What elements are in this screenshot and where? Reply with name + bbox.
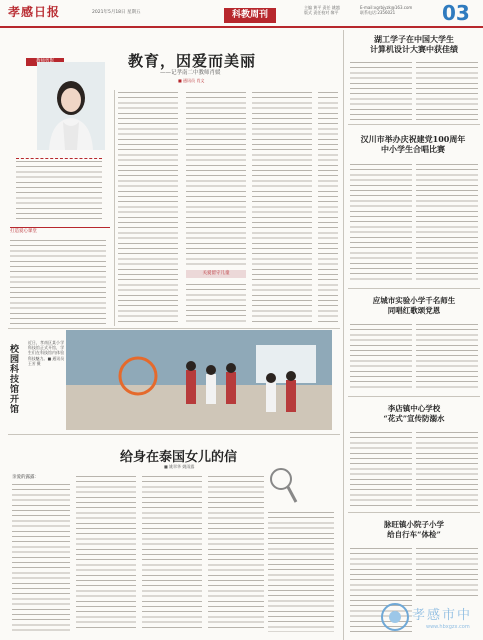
contact-info: E-mail:xgrbjyzk@163.com 联系电话:2356021: [360, 5, 413, 15]
intro-quote: [16, 158, 102, 221]
sidebar-title-1: 湖工学子在中国大学生 计算机设计大赛中获佳绩: [370, 34, 458, 54]
sidebar-body-4b: [416, 430, 478, 506]
feature-byline: ■ 通讯员 肖文: [178, 78, 205, 83]
letter-col-4: [208, 474, 264, 632]
sidebar-body-1b: [416, 60, 478, 120]
feature-subhead: 关爱留守儿童: [186, 270, 246, 278]
portrait-image: [37, 62, 105, 150]
article-col-3: [186, 90, 246, 266]
issue-date: 2021年5月18日 星期五: [92, 10, 141, 15]
sidebar-body-5b: [416, 546, 478, 596]
letter-col-1: [12, 482, 70, 632]
article-col-5: [252, 90, 312, 324]
sidebar-body-2b: [416, 162, 478, 282]
sidebar-body-4: [350, 430, 412, 506]
sidebar-body-2: [350, 162, 412, 282]
site-watermark: [380, 600, 480, 640]
article-col-2: [118, 90, 178, 324]
letter-title: 给身在泰国女儿的信: [120, 450, 238, 465]
page-number: 03: [442, 1, 470, 25]
teacher-portrait: [37, 62, 105, 150]
watermark-url: www.hbxgzx.com: [426, 624, 470, 630]
science-museum-photo: [66, 330, 332, 430]
letter-col-3: [142, 474, 202, 632]
sidebar-body-3: [350, 322, 412, 390]
sidebar-body-1: [350, 60, 412, 120]
letter-byline: ■ 姚翠华 姚雨露: [164, 464, 195, 469]
newspaper-logo: 孝感日报: [8, 5, 61, 19]
feature-subtitle: ——记孝南二中教师肖媛: [160, 70, 221, 76]
masthead: [0, 0, 483, 28]
letter-col-2: [76, 474, 136, 632]
article-col-6: [318, 90, 338, 324]
article-col-4: [186, 282, 246, 324]
sidebar-title-3: 应城市实验小学千名师生 同唱红歌颂党恩: [372, 296, 456, 315]
sidebar-title-4: 李店镇中心学校 “花式”宣传防溺水: [383, 404, 445, 423]
sidebar-title-2: 汉川市举办庆祝建党100周年 中小学生合唱比赛: [360, 134, 466, 154]
caption-title: 打造爱心课堂: [10, 227, 110, 236]
article-col-1: [10, 238, 106, 324]
sidebar-title-5: 脉旺镇小院子小学 给自行车“体检”: [384, 520, 444, 539]
letter-salutation: 亲爱的露露：: [12, 475, 39, 480]
magnifier-illustration: [268, 466, 298, 506]
editor-credits: 主编 黄平 责任 姚越 版式 责任校对 黎平: [304, 5, 340, 15]
feature-title: 教育，因爱而美丽: [128, 52, 257, 70]
letter-col-5: [268, 510, 334, 632]
students-photo: [66, 330, 332, 430]
section-banner: 科教周刊: [224, 8, 276, 23]
watermark-text: 孝感市中: [412, 608, 473, 623]
sidebar-body-3b: [416, 322, 478, 390]
photo-story-label: 校园科技馆开馆: [10, 345, 20, 415]
watermark-logo-icon: [380, 602, 410, 632]
photo-story-caption: 近日，孝南区某小学科技馆正式开馆，学生们在科技馆内体验科技魅力。■ 通讯员 王芳 摄: [28, 340, 64, 366]
